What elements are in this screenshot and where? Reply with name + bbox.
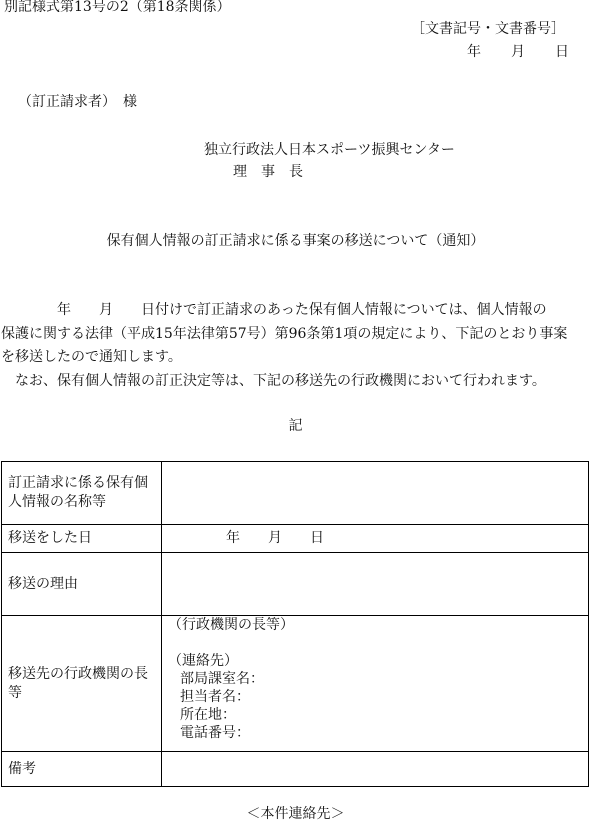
- date-year: 年: [467, 44, 481, 60]
- label-line: 訂正請求に係る保有個: [8, 475, 148, 491]
- table-row: [2, 616, 589, 752]
- table-row: [2, 752, 589, 787]
- row-label-transfer-reason: 移送の理由: [2, 553, 162, 616]
- sender-title: 理 事 長: [233, 164, 303, 180]
- sender-organization: 独立行政法人日本スポーツ振興センター: [204, 142, 455, 158]
- document-title: 保有個人情報の訂正請求に係る事案の移送について（通知）: [106, 233, 485, 249]
- contact-heading: （連絡先）: [168, 653, 238, 669]
- body-line: なお、保有個人情報の訂正決定等は、下記の移送先の行政機関において行われます。: [1, 372, 546, 389]
- body-text: [1, 299, 591, 393]
- document-date: [467, 43, 569, 61]
- row-value-transfer-reason[interactable]: [162, 553, 589, 616]
- form-identifier: 別記様式第13号の2（第18条関係）: [4, 0, 231, 15]
- row-label-info-name: [2, 462, 162, 525]
- recipient: （訂正請求者） 様: [18, 94, 137, 110]
- row-value-info-name[interactable]: [162, 462, 589, 525]
- department-label: 部局課室名：: [180, 671, 264, 687]
- table-row: [2, 462, 589, 525]
- details-table: [1, 461, 589, 787]
- row-label-transfer-date: 移送をした日: [2, 525, 162, 553]
- row-label-remarks: 備考: [2, 752, 162, 787]
- contact-heading-footer: ＜本件連絡先＞: [246, 806, 345, 822]
- ki-heading: 記: [288, 418, 303, 434]
- label-line: 人情報の名称等: [8, 494, 106, 510]
- agency-head-label: （行政機関の長等）: [168, 617, 294, 633]
- date-day: 日: [555, 44, 569, 60]
- row-value-destination[interactable]: [162, 616, 589, 752]
- label-line: 移送先の行政機関の長: [8, 665, 148, 682]
- row-value-transfer-date[interactable]: 年 月 日: [162, 525, 589, 553]
- body-line: 保護に関する法律（平成15年法律第57号）第96条第1項の規定により、下記のとおり事案: [1, 325, 568, 342]
- person-label: 担当者名：: [180, 689, 250, 705]
- destination-details: [168, 616, 582, 742]
- document-number: ［文書記号・文書番号］: [411, 21, 565, 37]
- address-label: 所在地：: [180, 707, 236, 723]
- table-row: [2, 553, 589, 616]
- row-label-destination: [2, 616, 162, 752]
- phone-label: 電話番号：: [180, 725, 250, 741]
- date-month: 月: [511, 44, 525, 60]
- table-row: [2, 525, 589, 553]
- body-line: を移送したので通知します。: [1, 349, 182, 365]
- row-value-remarks[interactable]: [162, 752, 589, 787]
- body-line: 年 月 日付けで訂正請求のあった保有個人情報については、個人情報の: [1, 302, 547, 318]
- label-line: 等: [8, 684, 22, 701]
